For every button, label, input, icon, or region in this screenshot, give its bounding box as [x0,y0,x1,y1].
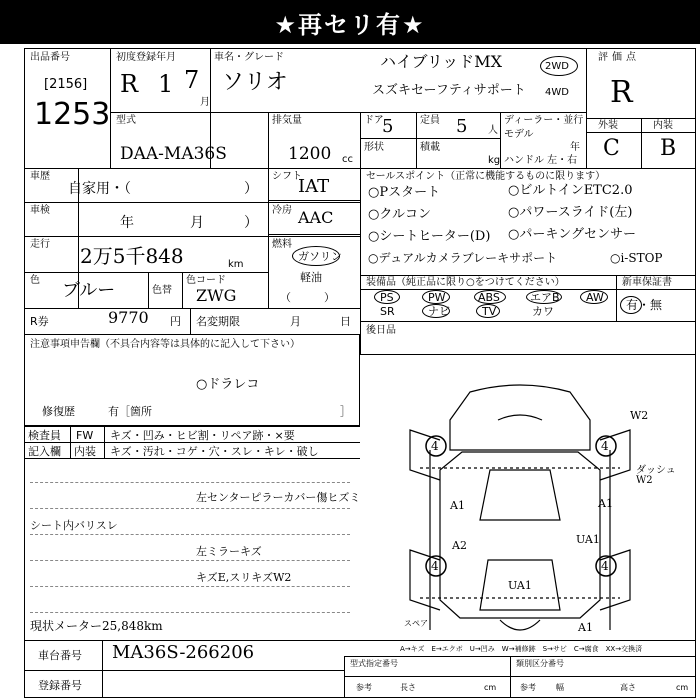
remark-2: シート内バリスレ [30,519,118,532]
point-3: ○クルコン [368,207,431,222]
point-7: ○デュアルカメラブレーキサポート [368,251,558,265]
lot-number: 1253 [34,97,111,132]
type-designation-label: 型式指定番号 [350,659,398,668]
diagram-mark-5: A1 [450,499,465,512]
resale-banner: ★再セリ有★ [0,0,700,44]
notes-text: ○ドラレコ [196,377,260,392]
color-label: 色 [30,275,40,286]
repair-value: 有［箇所 [108,405,152,418]
points-title: セールスポイント（正常に機能するものに限ります） [366,171,606,182]
kg-label: kg [488,155,501,166]
lot-label: 出品番号 [30,52,70,63]
load-label: 積載 [420,142,440,153]
rating-ext-label: 外装 [598,120,618,131]
model-year-label: モデル [504,129,534,140]
equip-pw: PW [428,291,446,304]
aircon-label: 冷房 [272,205,292,216]
remark-4: キズE,スリキズW2 [196,571,292,584]
diagram-mark-13: スペア [404,619,428,628]
reg-label: 初度登録年月 [116,52,176,63]
regnum-label: 登録番号 [38,679,82,692]
reg-year: 1 [158,70,174,98]
door-value: 5 [382,116,394,137]
mileage-label: 走行 [30,239,50,250]
class-label: 類別区分番号 [516,659,564,668]
equip-airbag: エアB [530,291,560,304]
point-2: ○ビルトインETC2.0 [508,183,633,198]
diagram-mark-4: 4 [601,559,609,573]
type-value: DAA-MA36S [120,144,227,164]
type-label: 型式 [116,115,136,126]
disp-value: 1200 [288,144,332,164]
mileage-value: 2万5千848 [80,244,184,268]
equip-aw: AW [586,291,604,304]
disp-label: 排気量 [272,115,302,126]
inspect-month: 月 [190,215,204,231]
inspect-close: ） [244,215,258,231]
shift-label: シフト [272,171,302,182]
rating-label: 評価点 [598,52,640,63]
drive-4wd: 4WD [545,87,569,98]
use-value: 自家用・（ [68,181,131,197]
reg-era: R [120,70,139,98]
width-label: 幅 [556,683,564,692]
model-grade1: ハイブリッドMX [380,52,503,71]
equip-leather: カワ [532,305,554,318]
rating-value: R [610,75,633,110]
color-code-label: 色コード [186,275,226,286]
shape-label: 形状 [364,142,384,153]
diagram-mark-6: A2 [452,539,467,552]
equip-sr: SR [380,305,395,318]
diagram-mark-12: A1 [598,497,613,510]
equip-tv: TV [482,305,497,318]
use-label: 車歴 [30,171,50,182]
aircon-value: AAC [298,208,334,227]
reg-month-unit: 月 [200,97,210,108]
after-label: 後日品 [366,325,396,336]
color-code: ZWG [196,286,237,305]
name-change-day: 日 [340,315,351,328]
diagram-mark-11: ダッシュ W2 [636,465,676,486]
rating-int-label: 内装 [653,120,673,131]
ref-label-2: 参考 [520,683,536,692]
ref-label-1: 参考 [356,683,372,692]
warranty-label: 新車保証書 [622,277,672,288]
length-label: 長さ [400,683,416,692]
cm-label-1: cm [484,683,497,692]
repair-close: ］ [340,405,351,418]
door-label: ドア [364,115,384,126]
chassis-value: MA36S-266206 [112,642,255,663]
diagram-legend: A→キズ E→エクボ U→凹み W→補修跡 S→サビ C→腐食 XX→交換済 [400,645,643,653]
cm-label-2: cm [676,683,689,692]
point-1: ○Pスタート [368,185,441,200]
drive-2wd: 2WD [545,61,569,72]
equip-abs: ABS [478,291,500,304]
equip-navi: ナビ [428,305,450,318]
inspect-label: 車検 [30,205,50,216]
checker-fw: FW [76,429,94,442]
diagram-mark-2: 4 [601,439,609,453]
diagram-mark-9: A1 [578,621,593,634]
fuel-diesel: 軽油 [300,271,322,284]
diagram-mark-7: UA1 [508,579,532,592]
diagram-mark-3: 4 [431,559,439,573]
lot-sub: [2156] [44,77,88,92]
notes-label: 注意事項申告欄（不具合内容等は具体的に記入して下さい） [30,339,300,350]
seats-value: 5 [456,116,468,137]
remark-3: 左ミラーキズ [196,545,262,558]
checker-interior: 内装 [74,445,96,458]
diagram-mark-8: UA1 [576,533,600,546]
seats-label: 定員 [420,115,440,126]
model-grade2: スズキセーフティサポート [372,83,526,98]
color-value: ブルー [62,280,116,301]
height-label: 高さ [620,683,636,692]
color-change-label: 色替 [152,285,172,296]
point-8: ○i-STOP [610,251,663,265]
fuel-gasoline: ガソリン [298,250,342,263]
checker-label: 検査員 [28,429,61,442]
equip-title: 装備品（純正品に限り○をつけてください） [366,277,565,288]
handle-label: ハンドル 左・右 [504,155,578,166]
model-name: ソリオ [222,70,288,95]
year-label: 年 [570,142,580,153]
remark-5: 現状メーター25,848km [30,619,163,633]
fuel-paren: （ ） [280,291,335,304]
seats-unit: 人 [488,125,498,136]
recycle-label: R券 [30,315,49,328]
recycle-unit: 円 [170,315,181,328]
inspect-year: 年 [120,215,134,231]
repair-label: 修復歴 [42,405,75,418]
checker-row1: キズ・凹み・ヒビ割・リペア跡・×要 [110,429,295,442]
dealer-label: ディーラー・並行 [504,115,584,126]
chassis-label: 車台番号 [38,649,82,662]
diagram-mark-10: W2 [630,409,649,422]
use-close: ） [244,181,258,197]
diagram-mark-1: 4 [431,439,439,453]
mileage-unit: km [228,259,244,270]
checker-row2: キズ・汚れ・コゲ・穴・スレ・キレ・破し [110,445,319,458]
point-6: ○パーキングセンサー [508,227,636,242]
equip-ps: PS [380,291,394,304]
reg-month: 7 [184,66,200,94]
model-label: 車名・グレード [214,52,284,63]
rating-int: B [660,136,677,161]
shift-value: IAT [298,176,330,197]
disp-unit: cc [342,154,353,165]
remark-1: 左センターピラーカバー傷ヒズミ [196,491,361,504]
rating-ext: C [603,136,620,161]
point-4: ○パワースライド(左) [508,205,633,220]
name-change-label: 名変期限 [196,315,240,328]
warranty-value: 有・無 [626,298,663,312]
point-5: ○シートヒーター(D) [368,229,491,244]
recycle-value: 9770 [108,308,149,327]
fuel-label: 燃料 [272,239,292,250]
name-change-month: 月 [290,315,301,328]
entry-label: 記入欄 [28,445,61,458]
